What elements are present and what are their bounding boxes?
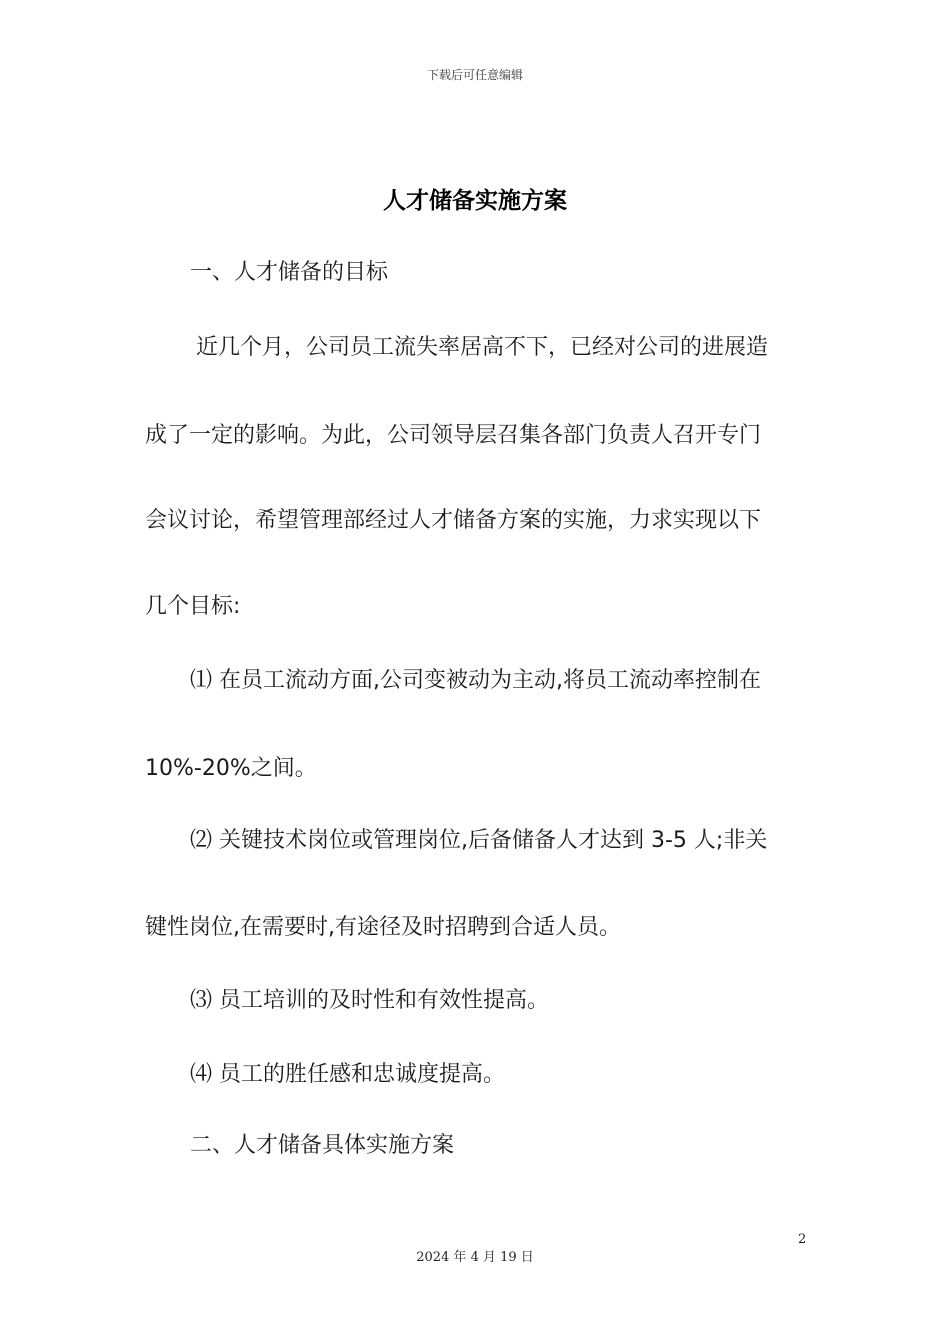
- header-note: 下载后可任意编辑: [426, 68, 523, 82]
- section-heading-plan: 二、人才储备具体实施方案: [190, 1133, 455, 1158]
- document-title: 人才储备实施方案: [383, 188, 567, 214]
- intro-line-2: 成了一定的影响。为此，公司领导层召集各部门负责人召开专门: [145, 423, 762, 448]
- intro-line-1: 近几个月，公司员工流失率居高不下，已经对公司的进展造: [196, 335, 769, 360]
- goal-3: ⑶ 员工培训的及时性和有效性提高。: [190, 988, 549, 1013]
- page-number: 2: [798, 1232, 807, 1247]
- goal-1-line-2: 10%-20%之间。: [145, 756, 317, 781]
- goal-2-line-2: 键性岗位,在需要时,有途径及时招聘到合适人员。: [145, 915, 621, 940]
- goal-4: ⑷ 员工的胜任感和忠诚度提高。: [190, 1062, 505, 1087]
- intro-line-3: 会议讨论，希望管理部经过人才储备方案的实施，力求实现以下: [145, 508, 762, 533]
- intro-line-4: 几个目标:: [145, 594, 241, 619]
- section-heading-goals: 一、人才储备的目标: [190, 260, 389, 285]
- goal-2-line-1: ⑵ 关键技术岗位或管理岗位,后备储备人才达到 3-5 人;非关: [190, 828, 768, 853]
- goal-1-line-1: ⑴ 在员工流动方面,公司变被动为主动,将员工流动率控制在: [190, 668, 761, 693]
- footer-date: 2024 年 4 月 19 日: [416, 1250, 534, 1265]
